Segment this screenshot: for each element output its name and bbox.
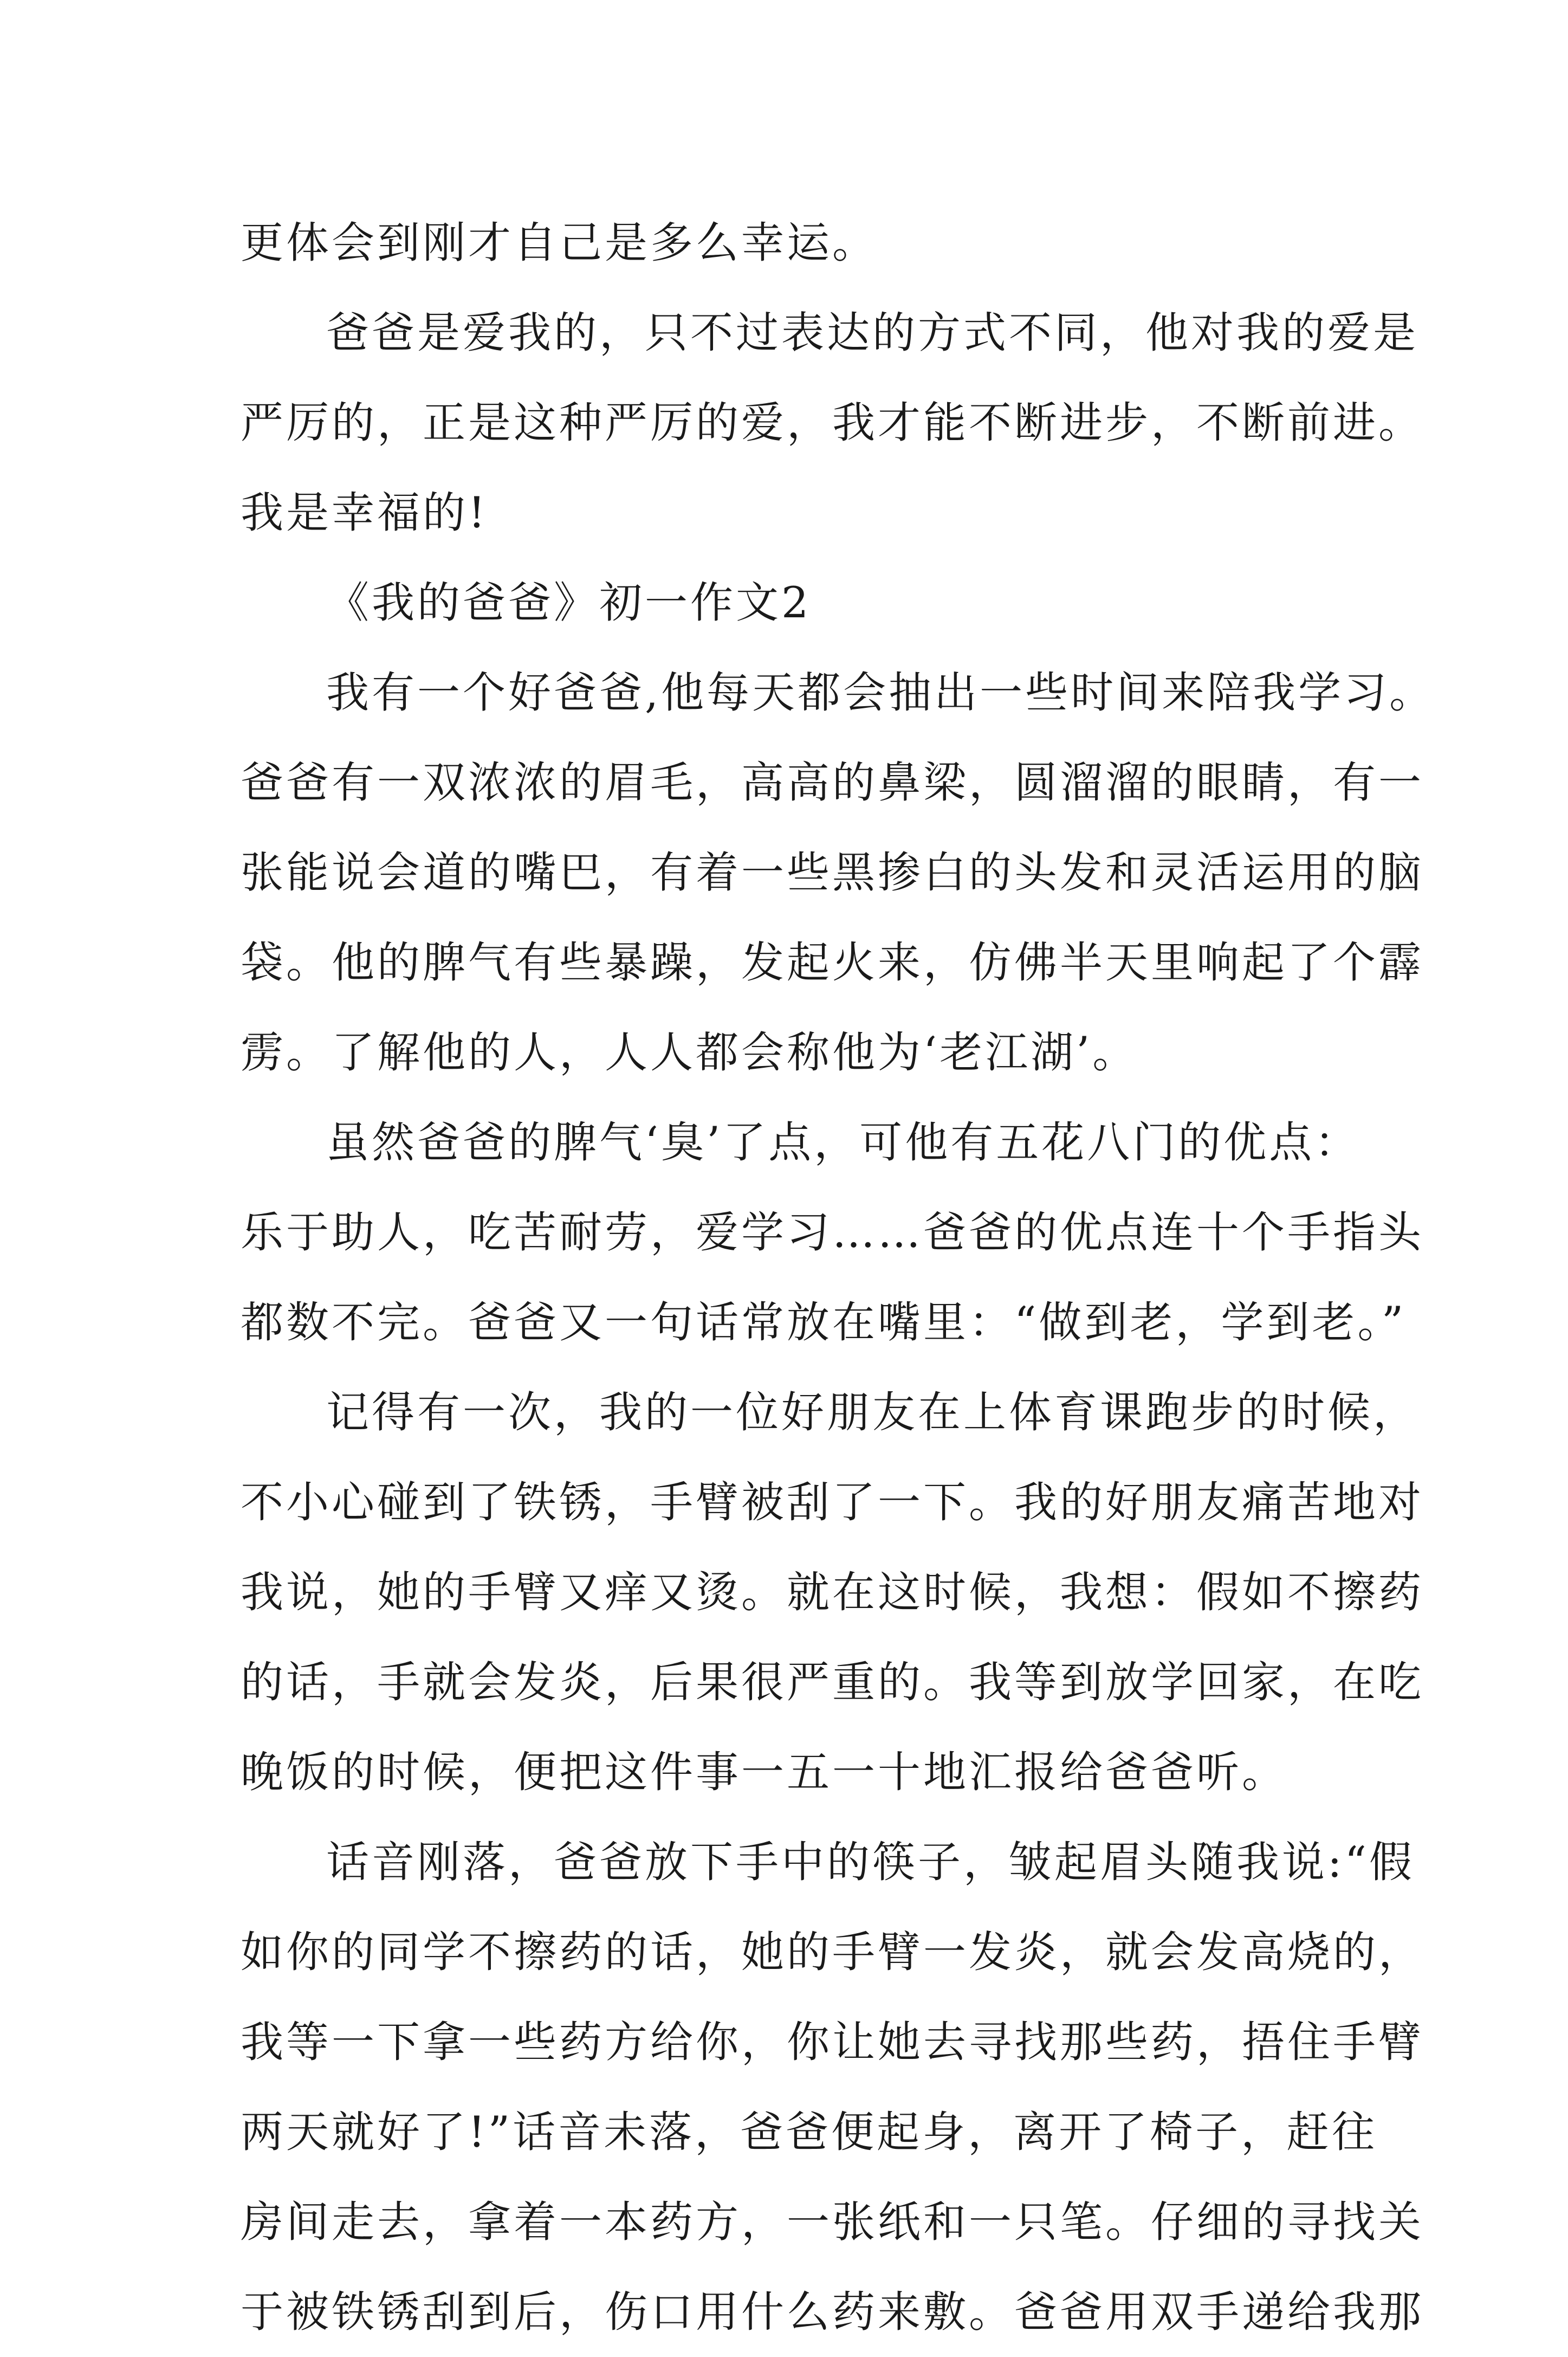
text-line: 房间走去，拿着一本药方，一张纸和一只笔。仔细的寻找关 <box>241 2197 1424 2247</box>
text-line: 我是幸福的! <box>241 488 488 538</box>
paragraph-start-line: 爸爸是爱我的，只不过表达的方式不同，他对我的爱是 <box>326 308 1418 358</box>
paragraph-start-line: 虽然爸爸的脾气‘臭’了点，可他有五花八门的优点： <box>326 1118 1360 1167</box>
text-line: 不小心碰到了铁锈，手臂被刮了一下。我的好朋友痛苦地对 <box>241 1477 1424 1527</box>
text-line: 张能说会道的嘴巴，有着一些黑掺白的头发和灵活运用的脑 <box>241 848 1424 897</box>
paragraph-start-line: 记得有一次，我的一位好朋友在上体育课跑步的时候， <box>326 1387 1418 1437</box>
text-line: 的话，手就会发炎，后果很严重的。我等到放学回家，在吃 <box>241 1657 1424 1707</box>
section-title: 《我的爸爸》初一作文2 <box>326 578 812 628</box>
paragraph-start-line: 话音刚落，爸爸放下手中的筷子，皱起眉头随我说:“假 <box>326 1837 1415 1887</box>
text-line: 两天就好了!”话音未落，爸爸便起身，离开了椅子，赶往 <box>241 2107 1378 2157</box>
text-line: 乐于助人，吃苦耐劳，爱学习……爸爸的优点连十个手指头 <box>241 1207 1424 1257</box>
text-line: 严厉的，正是这种严厉的爱，我才能不断进步，不断前进。 <box>241 398 1424 448</box>
text-line: 我说，她的手臂又痒又烫。就在这时候，我想：假如不擦药 <box>241 1567 1424 1617</box>
text-line: 我等一下拿一些药方给你，你让她去寻找那些药，捂住手臂 <box>241 2017 1424 2067</box>
paragraph-start-line: 我有一个好爸爸,他每天都会抽出一些时间来陪我学习。 <box>326 668 1435 718</box>
text-line: 晚饭的时候，便把这件事一五一十地汇报给爸爸听。 <box>241 1747 1287 1797</box>
text-line: 于被铁锈刮到后，伤口用什么药来敷。爸爸用双手递给我那 <box>241 2287 1424 2337</box>
text-line: 袋。他的脾气有些暴躁，发起火来，仿佛半天里响起了个霹 <box>241 938 1424 987</box>
text-line: 爸爸有一双浓浓的眉毛，高高的鼻梁，圆溜溜的眼睛，有一 <box>241 758 1424 808</box>
text-line: 如你的同学不擦药的话，她的手臂一发炎，就会发高烧的， <box>241 1927 1424 1977</box>
document-body <box>241 198 1435 2357</box>
text-line: 更体会到刚才自己是多么幸运。 <box>241 218 878 268</box>
text-line: 都数不完。爸爸又一句话常放在嘴里：“做到老，学到老。” <box>241 1297 1407 1347</box>
text-line: 雳。了解他的人，人人都会称他为‘老江湖’。 <box>241 1028 1138 1077</box>
